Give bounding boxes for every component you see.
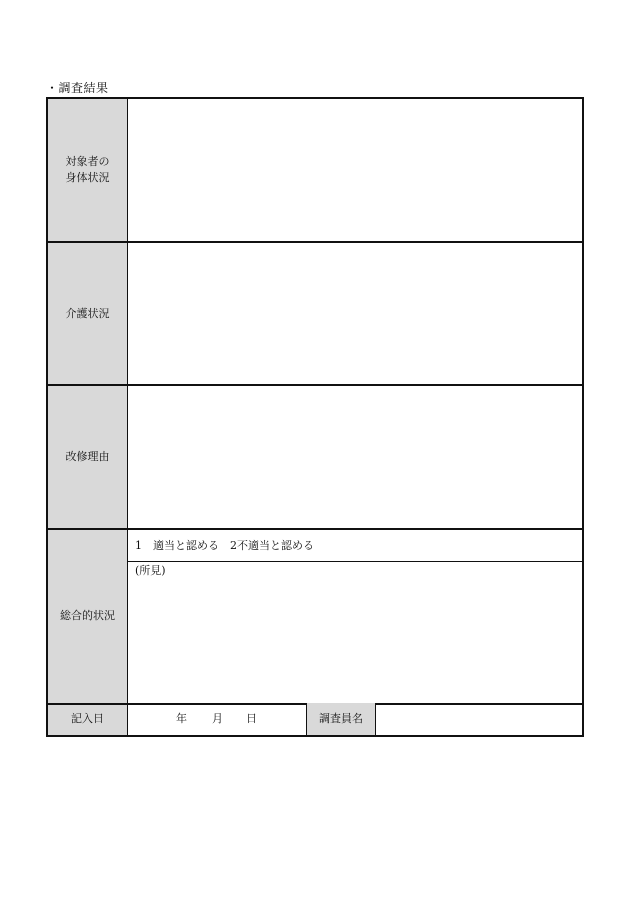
entry-date-label: 記入日 <box>71 712 104 725</box>
judgement-divider <box>128 561 582 562</box>
month-label: 月 <box>212 712 223 725</box>
renovation-reason-field[interactable] <box>128 386 582 528</box>
body-condition-label-line1: 対象者の <box>65 155 110 168</box>
body-condition-label <box>48 154 127 186</box>
label-column <box>48 99 128 735</box>
entry-date-field[interactable] <box>128 703 306 735</box>
footer-row <box>48 703 582 735</box>
care-condition-field[interactable] <box>128 243 582 385</box>
day-label: 日 <box>246 712 257 725</box>
overall-label: 総合的状況 <box>60 609 115 622</box>
inspector-name-label: 調査員名 <box>306 703 376 735</box>
renovation-reason-label: 改修理由 <box>65 450 110 463</box>
remarks-label: (所見) <box>135 564 166 577</box>
section-title: ・調査結果 <box>46 81 109 95</box>
care-condition-label: 介護状況 <box>65 307 110 320</box>
remarks-field[interactable] <box>128 579 582 703</box>
row-divider <box>48 528 582 530</box>
body-condition-field[interactable] <box>128 99 582 241</box>
inspector-name-field[interactable] <box>376 703 582 735</box>
body-condition-label-line2: 身体状況 <box>65 171 110 184</box>
survey-result-form <box>46 97 584 737</box>
year-label: 年 <box>176 712 187 725</box>
judgement-options[interactable]: 1 適当と認める 2不適当と認める <box>135 539 314 552</box>
